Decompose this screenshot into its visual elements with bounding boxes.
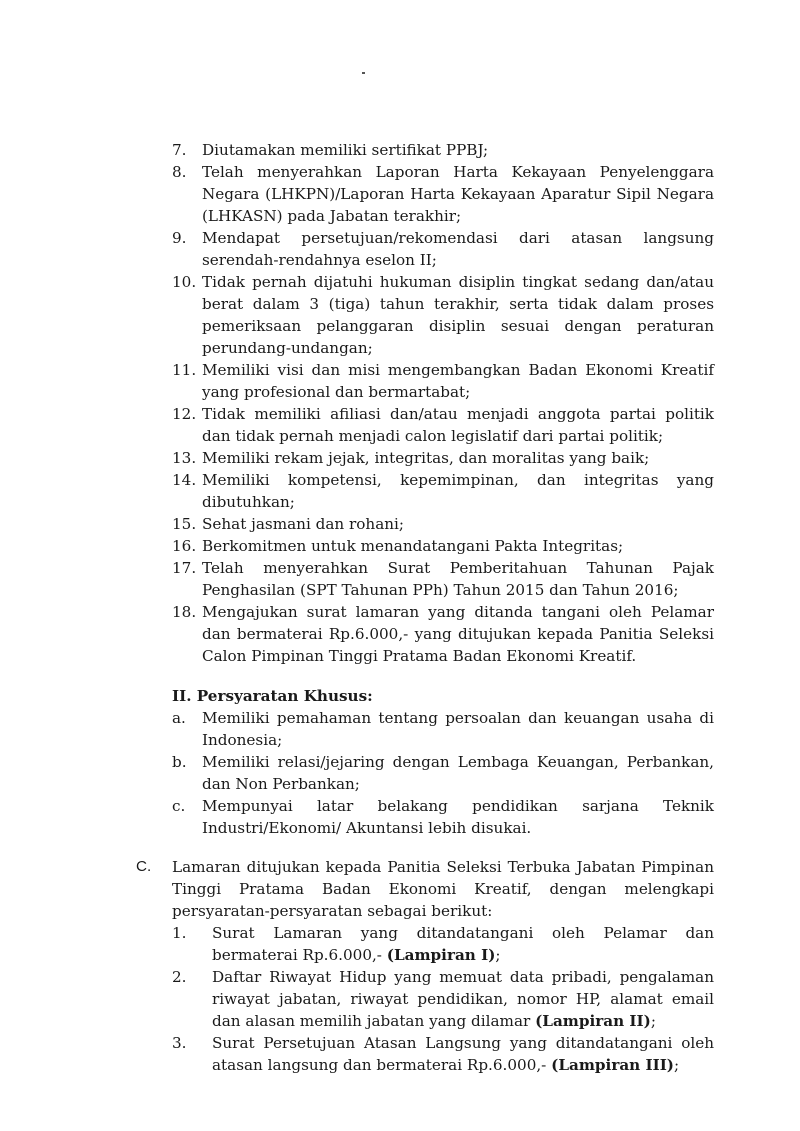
list-item bbox=[172, 601, 714, 667]
item-number: 17. bbox=[172, 559, 197, 577]
item-text: Sehat jasmani dan rohani; bbox=[202, 515, 405, 533]
item-number: 1. bbox=[172, 924, 187, 942]
list-item bbox=[172, 227, 714, 271]
item-number: 3. bbox=[172, 1034, 187, 1052]
list-item bbox=[172, 139, 714, 161]
general-requirements-list bbox=[172, 139, 714, 667]
item-text bbox=[212, 966, 714, 1032]
item-text: Memiliki visi dan misi mengembangkan Badan Ekonomi Kreatif yang profesional dan bermartabat; bbox=[202, 361, 714, 401]
item-text: Telah menyerahkan Laporan Harta Kekayaan Penyelenggara Negara (LHKPN)/Laporan Harta Kekayaan Aparatur Sipil Negara (LHKASN) pada Jabatan terakhir; bbox=[202, 163, 714, 225]
list-item bbox=[172, 447, 714, 469]
item-number: 14. bbox=[172, 471, 197, 489]
item-body: Daftar Riwayat Hidup yang memuat data pribadi, pengalaman riwayat jabatan, riwayat pendidikan, nomor HP, alamat email dan alasan memilih jabatan yang dilamar bbox=[212, 968, 714, 1030]
item-number: 8. bbox=[172, 163, 187, 181]
item-text: Mempunyai latar belakang pendidikan sarjana Teknik Industri/Ekonomi/ Akuntansi lebih disukai. bbox=[202, 797, 714, 837]
item-body: Surat Persetujuan Atasan Langsung yang ditandatangani oleh atasan langsung dan bermaterai Rp.6.000,- bbox=[212, 1034, 714, 1074]
special-requirements bbox=[172, 685, 714, 839]
section-c bbox=[136, 856, 714, 1076]
item-letter: a. bbox=[172, 709, 186, 727]
item-text: Memiliki kompetensi, kepemimpinan, dan integritas yang dibutuhkan; bbox=[202, 471, 714, 511]
item-number: 10. bbox=[172, 273, 197, 291]
list-item bbox=[172, 751, 714, 795]
item-letter: b. bbox=[172, 753, 187, 771]
section-letter: C. bbox=[136, 858, 152, 875]
list-item bbox=[172, 707, 714, 751]
item-tail: ; bbox=[650, 1012, 656, 1030]
item-tail: ; bbox=[674, 1056, 680, 1074]
item-number: 2. bbox=[172, 968, 187, 986]
item-text: Tidak pernah dijatuhi hukuman disiplin tingkat sedang dan/atau berat dalam 3 (tiga) tahun terakhir, serta tidak dalam proses pemeriksaan pelanggaran disiplin sesuai dengan peraturan perundang-undangan; bbox=[202, 273, 714, 357]
item-text: Telah menyerahkan Surat Pemberitahuan Tahunan Pajak Penghasilan (SPT Tahunan PPh) Tahun 2015 dan Tahun 2016; bbox=[202, 559, 714, 599]
attachment-ref: (Lampiran I) bbox=[386, 946, 496, 964]
item-number: 18. bbox=[172, 603, 197, 621]
list-item bbox=[172, 403, 714, 447]
list-item bbox=[172, 1032, 714, 1076]
list-item bbox=[172, 359, 714, 403]
item-number: 7. bbox=[172, 141, 187, 159]
list-item bbox=[172, 922, 714, 966]
list-item bbox=[172, 795, 714, 839]
scan-speck bbox=[362, 72, 365, 74]
item-number: 13. bbox=[172, 449, 197, 467]
list-item bbox=[172, 557, 714, 601]
item-text: Mengajukan surat lamaran yang ditanda tangani oleh Pelamar dan bermaterai Rp.6.000,- yang ditujukan kepada Panitia Seleksi Calon Pimpinan Tinggi Pratama Badan Ekonomi Kreatif. bbox=[202, 603, 714, 665]
attachment-ref: (Lampiran II) bbox=[535, 1012, 651, 1030]
item-text: Mendapat persetujuan/rekomendasi dari atasan langsung serendah-rendahnya eselon II; bbox=[202, 229, 714, 269]
item-text: Memiliki pemahaman tentang persoalan dan keuangan usaha di Indonesia; bbox=[202, 709, 714, 749]
attachment-ref: (Lampiran III) bbox=[551, 1056, 674, 1074]
list-item bbox=[172, 966, 714, 1032]
item-text bbox=[212, 1032, 714, 1076]
list-item bbox=[172, 513, 714, 535]
item-number: 11. bbox=[172, 361, 197, 379]
item-body: Surat Lamaran yang ditandatangani oleh Pelamar dan bermaterai Rp.6.000,- bbox=[212, 924, 714, 964]
item-text: Tidak memiliki afiliasi dan/atau menjadi anggota partai politik dan tidak pernah menjadi calon legislatif dari partai politik; bbox=[202, 405, 714, 445]
list-item bbox=[172, 469, 714, 513]
list-item bbox=[172, 535, 714, 557]
item-number: 15. bbox=[172, 515, 197, 533]
item-text: Berkomitmen untuk menandatangani Pakta Integritas; bbox=[202, 537, 624, 555]
item-number: 12. bbox=[172, 405, 197, 423]
item-text: Memiliki rekam jejak, integritas, dan moralitas yang baik; bbox=[202, 449, 650, 467]
section-intro: Lamaran ditujukan kepada Panitia Seleksi Terbuka Jabatan Pimpinan Tinggi Pratama Badan Ekonomi Kreatif, dengan melengkapi persyaratan-persyaratan sebagai berikut: bbox=[172, 858, 714, 920]
item-number: 16. bbox=[172, 537, 197, 555]
item-text: Diutamakan memiliki sertifikat PPBJ; bbox=[202, 141, 489, 159]
document-requirements-list bbox=[172, 922, 714, 1076]
section-heading: II. Persyaratan Khusus: bbox=[172, 687, 373, 705]
list-item bbox=[172, 271, 714, 359]
list-item bbox=[172, 161, 714, 227]
item-text bbox=[212, 922, 714, 966]
item-letter: c. bbox=[172, 797, 186, 815]
item-text: Memiliki relasi/jejaring dengan Lembaga Keuangan, Perbankan, dan Non Perbankan; bbox=[202, 753, 714, 793]
item-tail: ; bbox=[495, 946, 501, 964]
item-number: 9. bbox=[172, 229, 187, 247]
